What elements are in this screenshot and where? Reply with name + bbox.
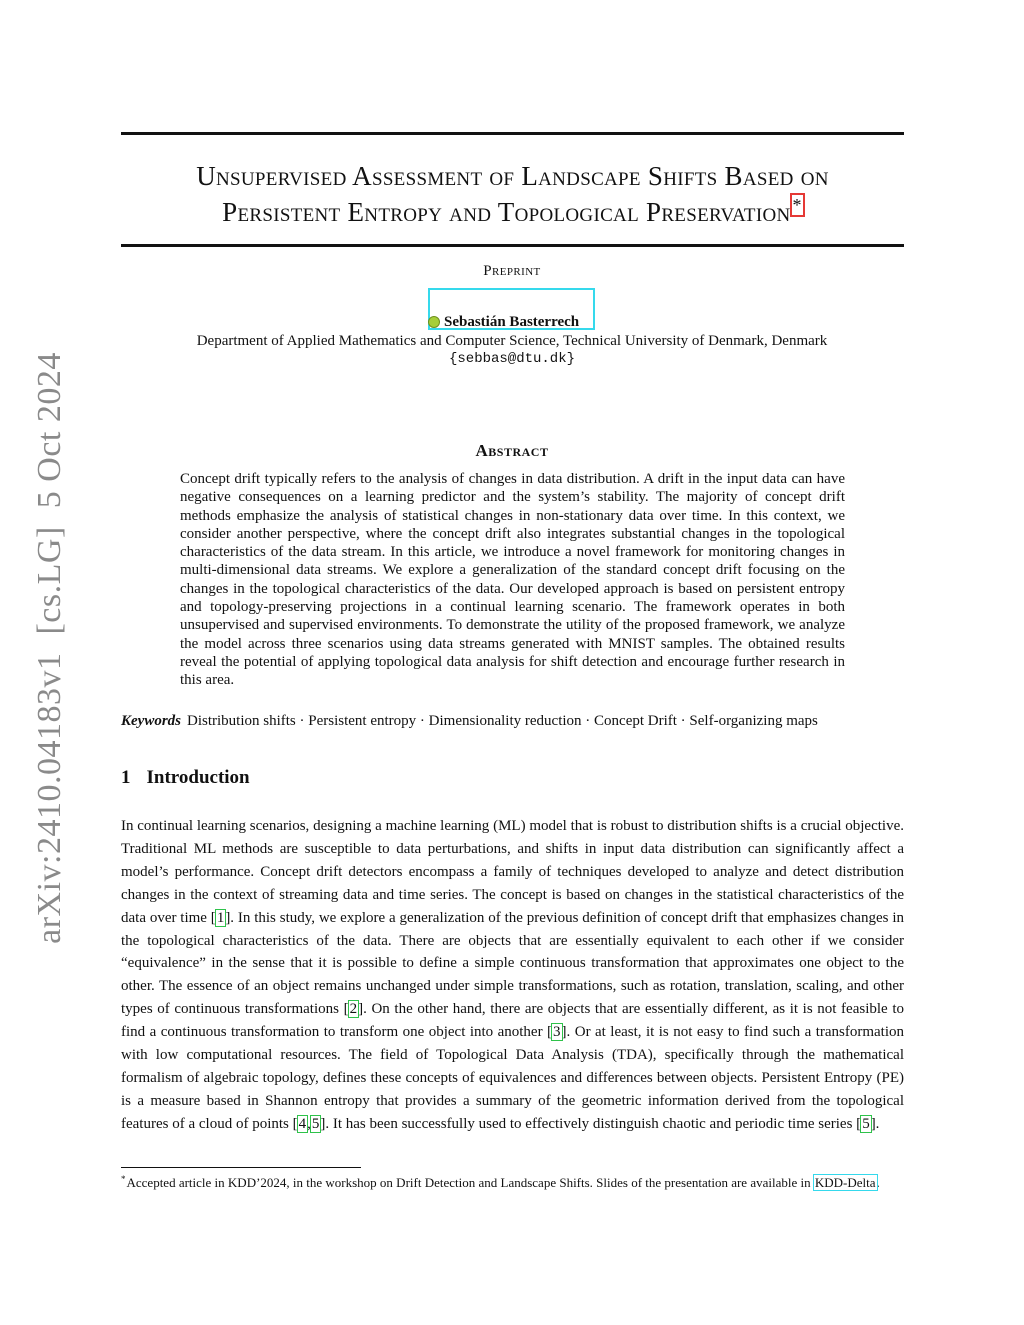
kdd-delta-link[interactable]: KDD-Delta — [814, 1175, 876, 1190]
section-title: Introduction — [146, 767, 250, 788]
citation-link[interactable]: 2 — [349, 1001, 358, 1018]
abstract-heading: Abstract — [475, 441, 549, 460]
title-rule-bottom — [121, 244, 904, 247]
citation-link[interactable]: 1 — [216, 909, 225, 926]
section-heading-introduction — [121, 767, 250, 789]
footnote — [121, 1174, 904, 1191]
citation-link[interactable]: 5 — [862, 1115, 870, 1132]
title-line-2: Persistent Entropy and Topological Preservation — [222, 197, 791, 227]
body-segment: ]. — [870, 1115, 880, 1132]
footnote-end: . — [876, 1175, 880, 1190]
footnote-text: Accepted article in KDD’2024, in the workshop on Drift Detection and Landscape Shifts. Slides of the presentation are available in — [126, 1175, 814, 1190]
author-line — [428, 314, 598, 331]
preprint-label: Preprint — [483, 263, 541, 279]
section-number: 1 — [121, 767, 131, 788]
citation-link[interactable]: 4 — [298, 1115, 307, 1132]
introduction-paragraph — [121, 815, 904, 1136]
title-line-1: Unsupervised Assessment of Landscape Shifts Based on — [196, 161, 829, 191]
arxiv-id: arXiv:2410.04183v1 — [31, 652, 68, 944]
author-affiliation: Department of Applied Mathematics and Computer Science, Technical University of Denmark, Denmark — [196, 333, 828, 349]
title-line-2-wrap — [110, 194, 915, 230]
title-rule-top — [121, 132, 904, 135]
arxiv-category: [cs.LG] — [31, 526, 68, 635]
keywords-label: Keywords — [121, 713, 181, 729]
body-segment: ]. Or at least, it is not easy to find such a transformation with low computational resources. The field of Topological Data Analysis (TDA), specifically through the mathematical formalism of algebraic topology, defines these concepts of equivalences and differences between objects. Persistent Entropy (PE) is a measure based in Shannon entropy that provides a summary of the geometric information derived from the topological features of a cloud of points [ — [121, 1024, 905, 1132]
paper-title — [110, 158, 915, 230]
abstract-text: Concept drift typically refers to the analysis of changes in data distribution. A drift in the input data can have negative consequences on a learning predictor and the system’s stability. The majority of concept drift methods emphasize the analysis of statistical changes in non-stationary data over time. In this context, we consider another perspective, where the concept drift also integrates substantial changes in the topological characteristics of the data stream. In this article, we introduce a novel framework for monitoring changes in multi-dimensional data streams. We explore a generalization of the standard concept drift focusing on the changes in the topological characteristics of the data. Our developed approach is based on persistent entropy and topology-preserving projections in a continual learning scenario. The framework operates in both unsupervised and supervised environments. To demonstrate the utility of the proposed framework, we analyze the model across three scenarios using data streams generated with MNIST samples. The obtained results reveal the potential of applying topological data analysis for shift detection and encourage further research in this area. — [180, 471, 845, 689]
citation-link[interactable]: 5 — [311, 1115, 320, 1132]
footnote-marker: * — [121, 1173, 126, 1184]
author-name: Sebastián Basterrech — [444, 314, 580, 330]
title-footnote-link[interactable]: * — [792, 195, 802, 215]
keywords-text: Distribution shifts · Persistent entropy · Dimensionality reduction · Concept Drift · Self-organizing maps — [187, 713, 818, 729]
orcid-icon[interactable] — [428, 316, 440, 328]
citation-separator: , — [307, 1115, 311, 1132]
footnote-rule — [121, 1167, 361, 1168]
author-email: {sebbas@dtu.dk} — [448, 351, 576, 367]
body-segment: ]. On the other hand, there are objects that are essentially different, as it is not feasible to find a continuous transformation to transform one object into another [ — [121, 1001, 904, 1041]
body-segment: ]. It has been successfully used to effectively distinguish chaotic and periodic time series [ — [320, 1115, 862, 1132]
citation-link[interactable]: 3 — [553, 1024, 561, 1041]
arxiv-date: 5 Oct 2024 — [31, 352, 68, 509]
keywords-line — [121, 713, 911, 730]
body-segment: In continual learning scenarios, designing a machine learning (ML) model that is robust to distribution shifts is a crucial objective. Traditional ML methods are susceptible to data perturbations, and shifts in input data distribution can significantly affect a model’s performance. Concept drift detectors encompass a family of techniques developed to analyze and detect distribution changes in the context of streaming data and time series. The concept is based on changes in the statistical characteristics of the data over time [ — [121, 818, 904, 926]
body-segment: ]. In this study, we explore a generalization of the previous definition of concept drift that emphasizes changes in the topological characteristics of the data. There are objects that are essentially equivalent to each other if we consider “equivalence” in the sense that it is possible to define a simple continuous transformation that approximates one object to the other. The essence of an object remains unchanged under simple transformations, such as rotation, translation, scaling, and other types of continuous transformations [ — [121, 909, 904, 1018]
